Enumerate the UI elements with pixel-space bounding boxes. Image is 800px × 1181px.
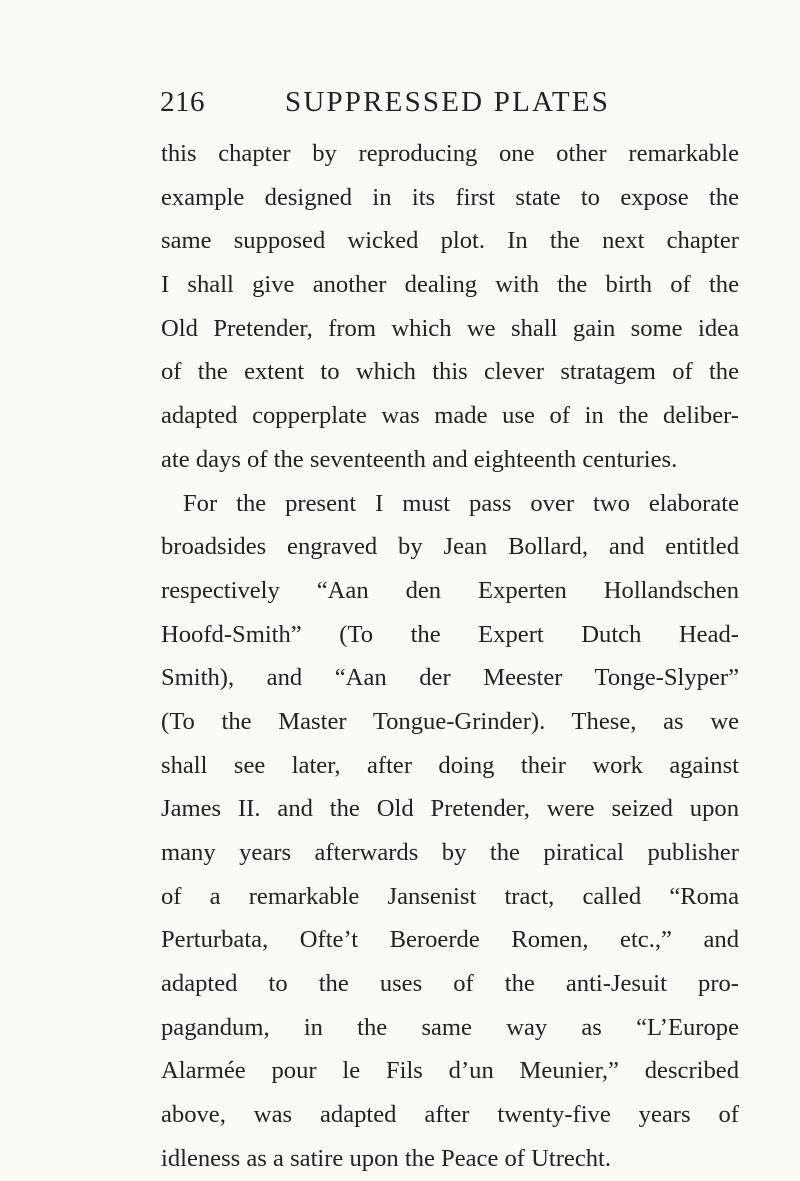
text-line: James II. and the Old Pretender, were seized upon — [161, 795, 739, 823]
page-header — [160, 82, 740, 122]
text-line: adapted copperplate was made use of in the deliber- — [161, 402, 739, 430]
text-line: Hoofd-Smith” (To the Expert Dutch Head- — [161, 620, 739, 648]
text-line: this chapter by reproducing one other remarkable — [161, 140, 739, 167]
text-line: respectively “Aan den Experten Hollandschen — [161, 576, 739, 604]
text-line: of a remarkable Jansenist tract, called “Roma — [161, 882, 739, 910]
text-line: shall see later, after doing their work against — [161, 751, 739, 779]
body-text — [161, 132, 739, 1181]
paragraph-first-line: For the present I must pass over two elaborate — [183, 489, 739, 517]
text-line: Perturbata, Ofte’t Beroerde Romen, etc.,” and — [161, 926, 739, 954]
text-line: pagandum, in the same way as “L’Europe — [161, 1013, 739, 1041]
text-line: Old Pretender, from which we shall gain some idea — [161, 314, 739, 342]
text-line: idleness as a satire upon the Peace of Utrecht. — [161, 1144, 612, 1172]
text-line: example designed in its first state to expose the — [161, 183, 739, 211]
text-line: Smith), and “Aan der Meester Tonge-Slyper” — [161, 664, 739, 692]
text-line: ate days of the seventeenth and eighteenth centuries. — [161, 445, 678, 473]
text-line: I shall give another dealing with the birth of the — [161, 271, 739, 299]
text-line: above, was adapted after twenty-five years of — [161, 1101, 739, 1129]
text-line: many years afterwards by the piratical publisher — [161, 839, 739, 866]
text-line: broadsides engraved by Jean Bollard, and entitled — [161, 533, 739, 561]
text-line: (To the Master Tongue-Grinder). These, as we — [161, 707, 739, 735]
running-title: SUPPRESSED PLATES — [285, 86, 611, 118]
text-line: Alarmée pour le Fils d’un Meunier,” described — [161, 1057, 739, 1085]
text-line: of the extent to which this clever stratagem of the — [161, 358, 739, 386]
page-number: 216 — [160, 86, 205, 118]
text-line: adapted to the uses of the anti-Jesuit pro- — [161, 970, 739, 998]
text-line: same supposed wicked plot. In the next chapter — [161, 227, 739, 255]
